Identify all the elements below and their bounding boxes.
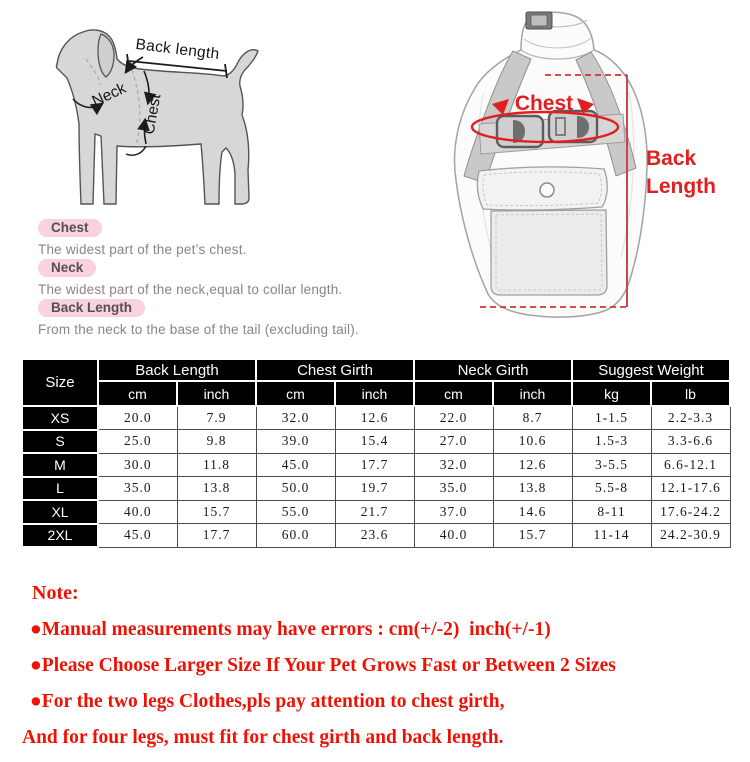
- value-cell: 39.0: [256, 430, 335, 454]
- value-cell: 22.0: [414, 406, 493, 430]
- vest-back-length-label-1: Back: [646, 147, 697, 170]
- unit-header: inch: [335, 381, 414, 406]
- value-cell: 60.0: [256, 524, 335, 548]
- pocket-body: [491, 210, 607, 295]
- neck-term-pill: Neck: [38, 259, 96, 277]
- size-table-body: [22, 406, 730, 547]
- back-length-term-pill: Back Length: [38, 299, 145, 317]
- neck-girth-group-header: Neck Girth: [414, 359, 572, 381]
- value-cell: 27.0: [414, 430, 493, 454]
- value-cell: 30.0: [98, 453, 177, 477]
- value-cell: 55.0: [256, 500, 335, 524]
- table-row: [22, 430, 730, 454]
- unit-header: cm: [256, 381, 335, 406]
- value-cell: 17.6-24.2: [651, 500, 730, 524]
- value-cell: 40.0: [414, 524, 493, 548]
- value-cell: 15.7: [177, 500, 256, 524]
- value-cell: 3-5.5: [572, 453, 651, 477]
- note-line-2: ●Please Choose Larger Size If Your Pet Grows Fast or Between 2 Sizes: [30, 655, 616, 676]
- value-cell: 20.0: [98, 406, 177, 430]
- value-cell: 11.8: [177, 453, 256, 477]
- unit-header: inch: [177, 381, 256, 406]
- definition-back-length: [38, 299, 378, 337]
- vest-figure: [425, 8, 735, 333]
- note-line-4: And for four legs, must fit for chest girth and back length.: [22, 727, 504, 748]
- notes-section: [22, 582, 732, 762]
- size-cell: XL: [22, 500, 98, 524]
- measurement-definitions: [38, 219, 378, 339]
- unit-header: inch: [493, 381, 572, 406]
- chest-girth-group-header: Chest Girth: [256, 359, 414, 381]
- chest-term-description: The widest part of the pet’s chest.: [38, 242, 247, 257]
- value-cell: 32.0: [256, 406, 335, 430]
- definition-neck: [38, 259, 378, 297]
- value-cell: 15.4: [335, 430, 414, 454]
- vest-chest-label: Chest: [514, 92, 574, 115]
- value-cell: 12.1-17.6: [651, 477, 730, 501]
- table-row: [22, 406, 730, 430]
- unit-header: cm: [414, 381, 493, 406]
- value-cell: 19.7: [335, 477, 414, 501]
- size-cell: 2XL: [22, 524, 98, 548]
- value-cell: 3.3-6.6: [651, 430, 730, 454]
- neck-label: Neck: [89, 79, 129, 111]
- size-table-container: [21, 358, 731, 548]
- vest-back-length-label-2: Length: [646, 175, 716, 198]
- neck-term-description: The widest part of the neck,equal to collar length.: [38, 282, 343, 297]
- value-cell: 40.0: [98, 500, 177, 524]
- value-cell: 15.7: [493, 524, 572, 548]
- value-cell: 12.6: [335, 406, 414, 430]
- note-heading: Note:: [32, 582, 79, 604]
- size-table: [21, 358, 731, 548]
- pocket-button: [540, 183, 554, 197]
- value-cell: 13.8: [177, 477, 256, 501]
- chest-term-pill: Chest: [38, 219, 102, 237]
- value-cell: 2.2-3.3: [651, 406, 730, 430]
- collar-buckle: [526, 12, 552, 29]
- size-cell: S: [22, 430, 98, 454]
- value-cell: 10.6: [493, 430, 572, 454]
- value-cell: 1-1.5: [572, 406, 651, 430]
- value-cell: 35.0: [414, 477, 493, 501]
- value-cell: 25.0: [98, 430, 177, 454]
- size-cell: L: [22, 477, 98, 501]
- suggest-weight-group-header: Suggest Weight: [572, 359, 730, 381]
- value-cell: 8-11: [572, 500, 651, 524]
- value-cell: 23.6: [335, 524, 414, 548]
- value-cell: 21.7: [335, 500, 414, 524]
- value-cell: 12.6: [493, 453, 572, 477]
- size-header-cell: Size: [22, 359, 98, 406]
- value-cell: 6.6-12.1: [651, 453, 730, 477]
- unit-header: kg: [572, 381, 651, 406]
- value-cell: 24.2-30.9: [651, 524, 730, 548]
- value-cell: 11-14: [572, 524, 651, 548]
- value-cell: 7.9: [177, 406, 256, 430]
- unit-header: lb: [651, 381, 730, 406]
- value-cell: 32.0: [414, 453, 493, 477]
- value-cell: 37.0: [414, 500, 493, 524]
- dog-measure-diagram: [25, 15, 315, 220]
- value-cell: 50.0: [256, 477, 335, 501]
- value-cell: 17.7: [335, 453, 414, 477]
- back-length-term-description: From the neck to the base of the tail (excluding tail).: [38, 322, 359, 337]
- value-cell: 1.5-3: [572, 430, 651, 454]
- back-length-label: Back length: [134, 35, 221, 64]
- note-line-1: ●Manual measurements may have errors : cm(+/-2) inch(+/-1): [30, 619, 551, 640]
- definition-chest: [38, 219, 378, 257]
- unit-header: cm: [98, 381, 177, 406]
- value-cell: 35.0: [98, 477, 177, 501]
- value-cell: 9.8: [177, 430, 256, 454]
- value-cell: 14.6: [493, 500, 572, 524]
- table-row: [22, 477, 730, 501]
- value-cell: 8.7: [493, 406, 572, 430]
- value-cell: 17.7: [177, 524, 256, 548]
- value-cell: 13.8: [493, 477, 572, 501]
- value-cell: 45.0: [256, 453, 335, 477]
- table-row: [22, 524, 730, 548]
- size-cell: XS: [22, 406, 98, 430]
- table-row: [22, 500, 730, 524]
- note-line-3: ●For the two legs Clothes,pls pay attention to chest girth,: [30, 691, 505, 712]
- size-table-head: [22, 359, 730, 406]
- value-cell: 45.0: [98, 524, 177, 548]
- value-cell: 5.5-8: [572, 477, 651, 501]
- back-length-group-header: Back Length: [98, 359, 256, 381]
- size-cell: M: [22, 453, 98, 477]
- table-row: [22, 453, 730, 477]
- chest-label: Chest: [140, 92, 165, 136]
